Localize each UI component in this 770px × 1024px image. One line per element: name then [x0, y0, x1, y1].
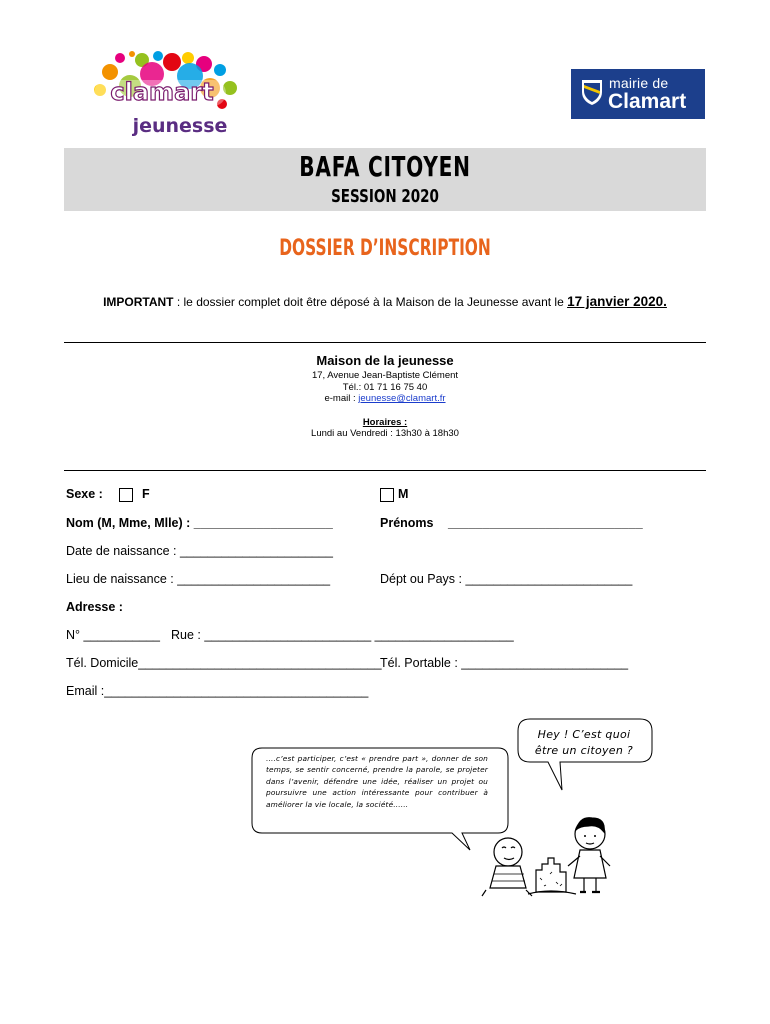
rue-field[interactable]: Rue : ________________________ ____________________ — [171, 628, 514, 642]
sexe-label: Sexe : — [66, 487, 103, 501]
maison-title: Maison de la jeunesse — [316, 353, 454, 368]
tel-portable-field[interactable]: Tél. Portable : ________________________ — [380, 656, 629, 670]
adresse-label: Adresse : — [66, 600, 123, 614]
deadline-date: 17 janvier 2020. — [567, 294, 667, 309]
prenoms-field[interactable]: ____________________________ — [448, 516, 643, 530]
email-field[interactable]: Email :______________________________________ — [66, 684, 369, 698]
date-naissance-field[interactable]: Date de naissance : ______________________ — [66, 544, 333, 558]
speech-bubble-right-line2: être un citoyen ? — [534, 744, 634, 757]
dept-pays-field[interactable]: Dépt ou Pays : ________________________ — [380, 572, 633, 586]
banner-subtitle: SESSION 2020 — [331, 186, 439, 207]
hours-text: Lundi au Vendredi : 13h30 à 18h30 — [311, 428, 459, 439]
maison-phone: Tél.: 01 71 16 75 40 — [342, 381, 428, 393]
prenoms-label: Prénoms — [380, 516, 434, 530]
hours-label: Horaires : — [362, 416, 408, 428]
page-heading: DOSSIER D’INSCRIPTION — [279, 236, 491, 261]
email-label: e-mail : — [324, 393, 359, 404]
important-label: IMPORTANT — [103, 295, 174, 309]
cartoon-children-illustration — [480, 812, 630, 898]
speech-bubble-left-text: ….c’est participer, c’est « prendre part », donner de son temps, se sentir concerné, prendre la parole, se projeter dans l’avenir, défendre une idée, réaliser un projet ou poursuivre une action intéressante pour contribuer à améliorer la vie locale, la société…… — [266, 754, 488, 809]
important-text: : le dossier complet doit être déposé à la Maison de la Jeunesse avant le — [173, 295, 568, 309]
logo-mairie-de-text: mairie de — [609, 75, 669, 91]
email-link[interactable]: jeunesse@clamart.fr — [358, 393, 446, 404]
lieu-naissance-field[interactable]: Lieu de naissance : ______________________ — [66, 572, 331, 586]
banner-title: BAFA CITOYEN — [299, 150, 471, 183]
sexe-f-label: F — [142, 487, 150, 501]
speech-bubble-right-line1: Hey ! C’est quoi — [537, 728, 631, 741]
sexe-m-label: M — [398, 487, 409, 501]
tel-domicile-field[interactable]: Tél. Domicile___________________________________ — [66, 656, 382, 670]
nom-field[interactable]: Nom (M, Mme, Mlle) : ____________________ — [66, 516, 333, 530]
speech-bubble-right-text — [524, 727, 644, 759]
maison-address: 17, Avenue Jean-Baptiste Clément — [311, 370, 459, 381]
logo-clamart-text: Clamart — [608, 90, 687, 113]
numero-field[interactable]: N° ___________ — [66, 628, 160, 642]
logo-jeunesse-text: jeunesse — [132, 115, 228, 137]
logo-clamart-text: clamart — [110, 78, 214, 106]
